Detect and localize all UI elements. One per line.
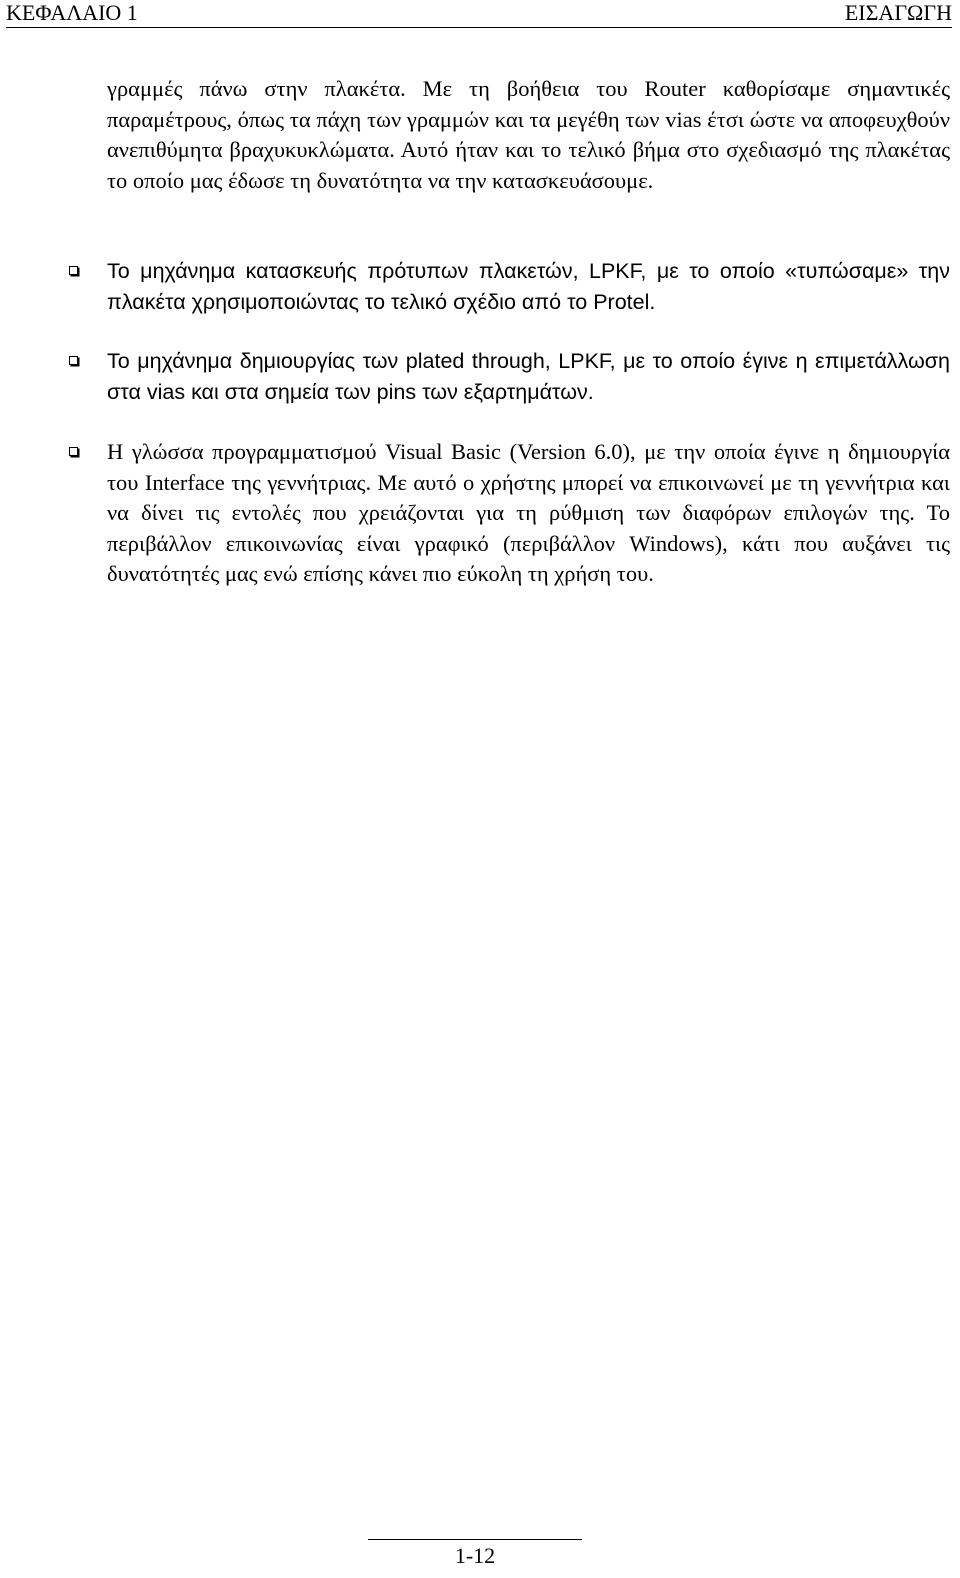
checkbox-bullet-icon	[69, 447, 78, 456]
checkbox-bullet-icon	[69, 266, 78, 275]
checkbox-bullet-icon	[69, 356, 78, 365]
section-label: ΕΙΣΑΓΩΓΗ	[844, 0, 952, 25]
list-item-text: Το μηχάνημα δημιουργίας των plated through, LPKF, με το οποίο έγινε η επιμετάλλωση στα vias και στα σημεία των pins των εξαρτημάτων.	[107, 349, 950, 404]
chapter-label: ΚΕΦΑΛΑΙΟ 1	[6, 0, 138, 25]
list-item-text: Η γλώσσα προγραμματισμού Visual Basic (Version 6.0), με την οποία έγινε η δημιουργία του Interface της γεννήτριας. Με αυτό ο χρήστης μπορεί να επικοινωνεί με τη γεννήτρια και να δίνει τις εντολές που χρειάζονται για τη ρύθμιση των διαφόρων επιλογών της. Το περιβάλλον επικοινωνίας είναι γραφικό (περιβάλλον Windows), κάτι που αυξάνει τις δυνατότητές μας ενώ επίσης κάνει πιο εύκολη τη χρήση του.	[107, 439, 950, 586]
list-item-text: Το μηχάνημα κατασκευής πρότυπων πλακετών, LPKF, με το οποίο «τυπώσαμε» την πλακέτα χρησιμοποιώντας το τελικό σχέδιο από το Protel.	[107, 259, 950, 314]
intro-paragraph: γραμμές πάνω στην πλακέτα. Με τη βοήθεια του Router καθορίσαμε σημαντικές παραμέτρους, όπως τα πάχη των γραμμών και τα μεγέθη των vias έτσι ώστε να αποφευχθούν ανεπιθύμητα βραχυκυκλώματα. Αυτό ήταν και το τελικό βήμα στο σχεδιασμό της πλακέτας το οποίο μας έδωσε τη δυνατότητα να την κατασκευάσουμε.	[107, 76, 950, 193]
page-number: 1-12	[368, 1539, 582, 1578]
page-header	[6, 0, 952, 28]
